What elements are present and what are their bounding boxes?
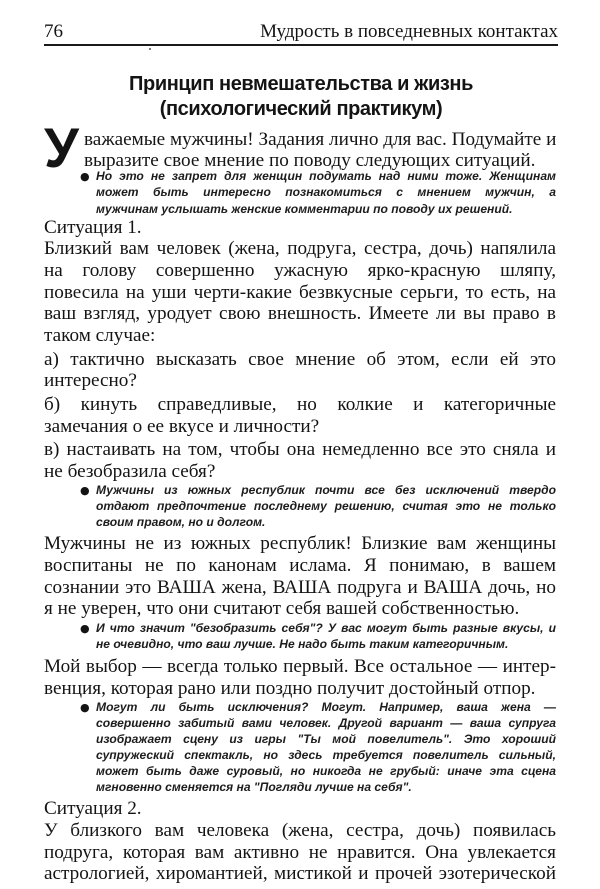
option-a-line-1: а) тактично высказать свое мнение об этом, если ей это [44,348,556,370]
note-4-line: совершенно забитый вами человек. Другой вариант — ваша супруга [96,716,556,731]
note-2-line-3: своим правом, но и долгом. [96,515,266,530]
note-1-line-3: мужчинам услышать женские комментарии по поводу их решений. [96,201,513,216]
situation-1-line: на голову совершенно ужасную ярко-красную шляпу, [44,259,556,281]
section-title-line-1: Принцип невмешательства и жизнь [129,73,473,95]
para-2-line: я не уверен, что они считают себя вашей собственностью. [44,598,520,620]
para-2-line: воспитаны не по канонам ислама. Я понимаю, в вашем [44,555,556,577]
situation-2-line: подруга, которая вам активно не нравится. Она увлекается [44,841,556,863]
para-2-line: сознании это ВАША жена, ВАША подруга и ВАША дочь, но [44,576,556,598]
para-2-line: Мужчины не из южных республик! Близкие вам женщины [44,533,556,555]
situation-2-heading: Ситуация 2. [44,798,142,820]
note-3-line-2: не очевидно, что ваш лучше. Не надо быть таким категоричным. [96,637,509,652]
intro-line-1: важаемые мужчины! Задания лично для вас. Подумайте и [84,128,557,150]
print-speck [149,48,151,50]
option-a-line-2: интересно? [44,370,137,392]
para-3-line-2: венция, которая рано или поздно получит достойный отпор. [44,677,536,699]
note-4-line: может быть даже суровый, но никогда не грубый: иначе эта сцена [96,764,556,779]
note-2-line-2: отдают предпочтение последнему решению, считая это не только [96,499,556,514]
intro-line-2: выразите свое мнение по поводу следующих ситуаций. [84,149,536,171]
note-4-line: супружеский спектакль, но здесь требуется повелитель сильный, [96,748,556,763]
bullet-icon: ● [80,701,90,715]
running-header [44,18,558,46]
bullet-icon: ● [80,170,90,184]
situation-1-line: повесила на уши черти-какие безвкусные серьги, то есть, на [44,281,556,303]
option-b-line-2: замечания о ее вкусе и личности? [44,415,320,437]
note-2-line-1: Мужчины из южных республик почти все без исключений твердо [96,483,556,498]
note-1-line-1: Но это не запрет для женщин подумать над ними тоже. Женщинам [96,169,556,184]
drop-cap: У [44,116,79,180]
running-title: Мудрость в повседневных контактах [260,21,558,42]
option-b-line-1: б) кинуть справедливые, но колкие и категоричные [44,393,556,415]
note-1-line-2: может быть интересно познакомиться с мнением мужчин, а [96,185,556,200]
option-c-line-1: в) настаивать на том, чтобы она немедленно все это сняла и [44,439,556,461]
para-3-line-1: Мой выбор — всегда только первый. Все остальное — интер- [44,655,556,677]
situation-2-line: астрологией, хиромантией, мистикой и прочей эзотерической [44,863,556,885]
bullet-icon: ● [80,622,90,636]
situation-2-line: У близкого вам человека (жена, сестра, дочь) появилась [44,820,556,841]
note-4-line: мгновенно сменяется на "Погляди лучше на себя". [96,780,412,795]
section-title-line-2: (психологический практикум) [159,98,443,120]
page-number: 76 [44,21,63,42]
note-4-line: изображает сцену из игры "Ты мой повелитель". Это хороший [96,732,556,747]
note-3-line-1: И что значит "безобразить себя"? У вас могут быть разные вкусы, и [96,621,556,636]
situation-1-heading: Ситуация 1. [44,216,142,238]
option-c-line-2: не безобразила себя? [44,460,216,482]
situation-1-line: таком случае: [44,325,156,347]
situation-1-line: ваш взгляд, уродует свою внешность. Имеете ли вы право в [44,303,556,325]
bullet-icon: ● [80,484,90,498]
note-4-line: Могут ли быть исключения? Могут. Например, ваша жена — [96,700,556,715]
header-rule [44,44,558,46]
situation-1-line: Близкий вам человек (жена, подруга, сестра, дочь) напялила [44,238,556,260]
